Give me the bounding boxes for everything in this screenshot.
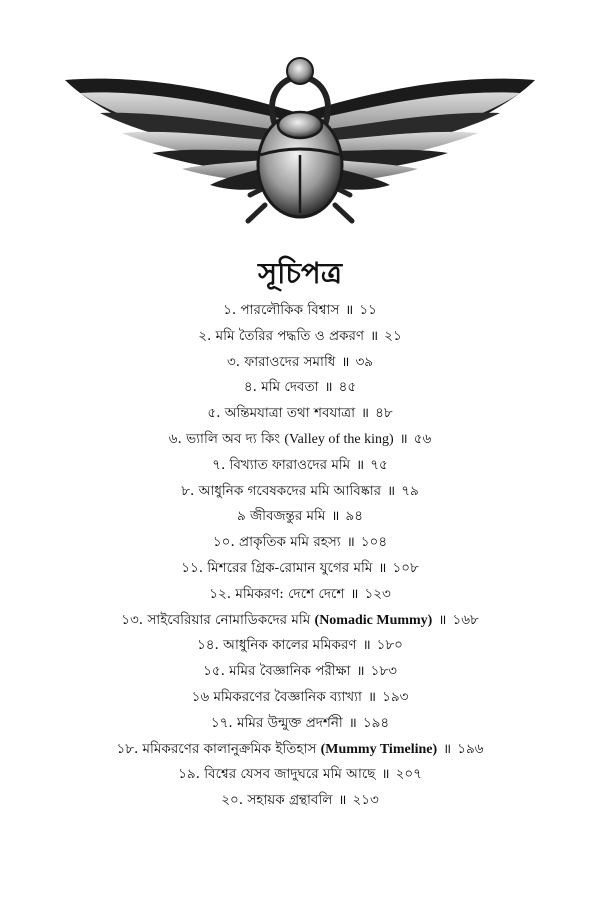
toc-separator: ॥ — [324, 379, 333, 396]
toc-entry-label: ১৪. আধুনিক কালের মমিকরণ — [197, 637, 357, 654]
toc-entry-label: ৩. ফারাওদের সমাধি — [226, 353, 336, 370]
toc-entry-page: ২০৭ — [395, 766, 422, 783]
toc-entry-english: (Valley of the king) — [284, 431, 394, 447]
toc-entry-page: ১৮৩ — [370, 663, 397, 680]
toc-entry — [0, 504, 600, 530]
toc-entry — [0, 659, 600, 685]
toc-entry — [0, 324, 600, 350]
toc-entry-page: ১৯৩ — [382, 688, 409, 705]
toc-entry-page: ১৯৪ — [362, 714, 390, 731]
toc-separator: ॥ — [367, 688, 377, 705]
toc-entry-label: ২০. সহায়ক গ্রন্থাবলি — [221, 792, 333, 809]
toc-entry-page: ৩৯ — [355, 353, 374, 370]
toc-separator: ॥ — [345, 302, 354, 318]
toc-entry — [0, 608, 600, 634]
toc-entry-label: ৯ জীবজন্তুর মমি — [236, 508, 326, 525]
toc-entry-page: ১১ — [359, 302, 377, 318]
toc-entry — [0, 711, 600, 737]
toc-entry-label: ১. পারলৌকিক বিশ্বাস — [223, 302, 340, 318]
toc-entry-label: ৪. মমি দেবতা — [243, 379, 319, 396]
toc-entry — [0, 401, 600, 427]
toc-entry — [0, 685, 600, 711]
toc-entry-label: ১২. মমিকরণ: দেশে দেশে — [209, 585, 345, 602]
toc-entry-label: ৬. ভ্যালি অব দ্য কিং — [168, 430, 281, 447]
toc-entry-english: (Nomadic Mummy) — [314, 612, 433, 628]
toc-separator: ॥ — [338, 792, 347, 809]
toc-entry — [0, 453, 600, 479]
toc-entry-label: ১০. প্রাকৃতিক মমি রহস্য — [212, 534, 341, 551]
toc-separator: ॥ — [346, 534, 355, 551]
toc-entry — [0, 375, 600, 401]
toc-entry — [0, 788, 600, 814]
toc-separator: ॥ — [331, 508, 340, 525]
toc-separator: ॥ — [387, 482, 396, 499]
toc-separator: ॥ — [341, 353, 350, 370]
toc-entry-label: ১৬ মমিকরণের বৈজ্ঞানিক ব্যাখ্যা — [191, 688, 362, 705]
toc-separator: ॥ — [438, 611, 447, 628]
toc-entry-label: ১১. মিশরের গ্রিক-রোমান যুগের মমি — [181, 559, 373, 576]
toc-separator: ॥ — [361, 405, 370, 422]
toc-entry — [0, 427, 600, 453]
toc-entry-page: ১৯৬ — [457, 740, 484, 757]
toc-entry-label: ১৯. বিশ্বের যেসব জাদুঘরে মমি আছে — [178, 766, 376, 783]
toc-separator: ॥ — [443, 740, 452, 757]
toc-entry-label: ১৫. মমির বৈজ্ঞানিক পরীক্ষা — [203, 663, 351, 680]
table-of-contents — [0, 298, 600, 814]
toc-separator: ॥ — [348, 714, 357, 731]
toc-entry-page: ১২৩ — [364, 585, 391, 602]
toc-entry-label: ৭. বিখ্যাত ফারাওদের মমি — [212, 456, 351, 473]
toc-entry-page: ৫৬ — [413, 430, 432, 447]
toc-entry — [0, 582, 600, 608]
toc-entry-page: ২১৩ — [352, 792, 379, 809]
toc-separator: ॥ — [356, 456, 365, 473]
toc-separator: ॥ — [370, 327, 379, 344]
toc-separator: ॥ — [350, 585, 359, 602]
toc-entry-label: ১৩. সাইবেরিয়ার নোমাডিকদের মমি — [121, 611, 311, 628]
winged-scarab-icon — [60, 55, 540, 225]
toc-entry-page: ৪৫ — [338, 379, 357, 396]
toc-separator: ॥ — [378, 559, 387, 576]
toc-entry-label: ১৭. মমির উন্মুক্ত প্রদর্শনী — [210, 714, 343, 731]
toc-entry-page: ২১ — [384, 327, 402, 344]
toc-separator: ॥ — [399, 430, 408, 447]
toc-entry-page: ৯৪ — [345, 508, 364, 525]
toc-entry — [0, 633, 600, 659]
toc-entry — [0, 737, 600, 763]
toc-entry-page: ১০৮ — [392, 559, 419, 576]
toc-entry-page: ১৬৮ — [452, 611, 479, 628]
toc-entry-label: ১৮. মমিকরণের কালানুক্রমিক ইতিহাস — [116, 740, 317, 757]
toc-entry-english: (Mummy Timeline) — [320, 741, 438, 757]
toc-entry — [0, 556, 600, 582]
toc-entry-label: ২. মমি তৈরির পদ্ধতি ও প্রকরণ — [198, 327, 365, 344]
toc-entry-page: ১৮০ — [376, 637, 403, 654]
toc-entry — [0, 350, 600, 376]
toc-entry — [0, 530, 600, 556]
page-title: সূচিপত্র — [257, 256, 343, 291]
toc-entry — [0, 298, 600, 324]
toc-entry-page: ১০৪ — [360, 534, 388, 551]
toc-entry-page: ৭৫ — [370, 456, 388, 473]
toc-entry — [0, 479, 600, 505]
toc-entry-page: ৭৯ — [401, 482, 419, 499]
toc-separator: ॥ — [356, 663, 365, 680]
toc-entry-label: ৮. আধুনিক গবেষকদের মমি আবিষ্কার — [181, 482, 382, 499]
toc-entry — [0, 762, 600, 788]
toc-entry-label: ৫. অন্তিমযাত্রা তথা শবযাত্রা — [207, 405, 355, 422]
toc-separator: ॥ — [362, 637, 371, 654]
toc-entry-page: ৪৮ — [375, 405, 393, 422]
toc-separator: ॥ — [381, 766, 390, 783]
